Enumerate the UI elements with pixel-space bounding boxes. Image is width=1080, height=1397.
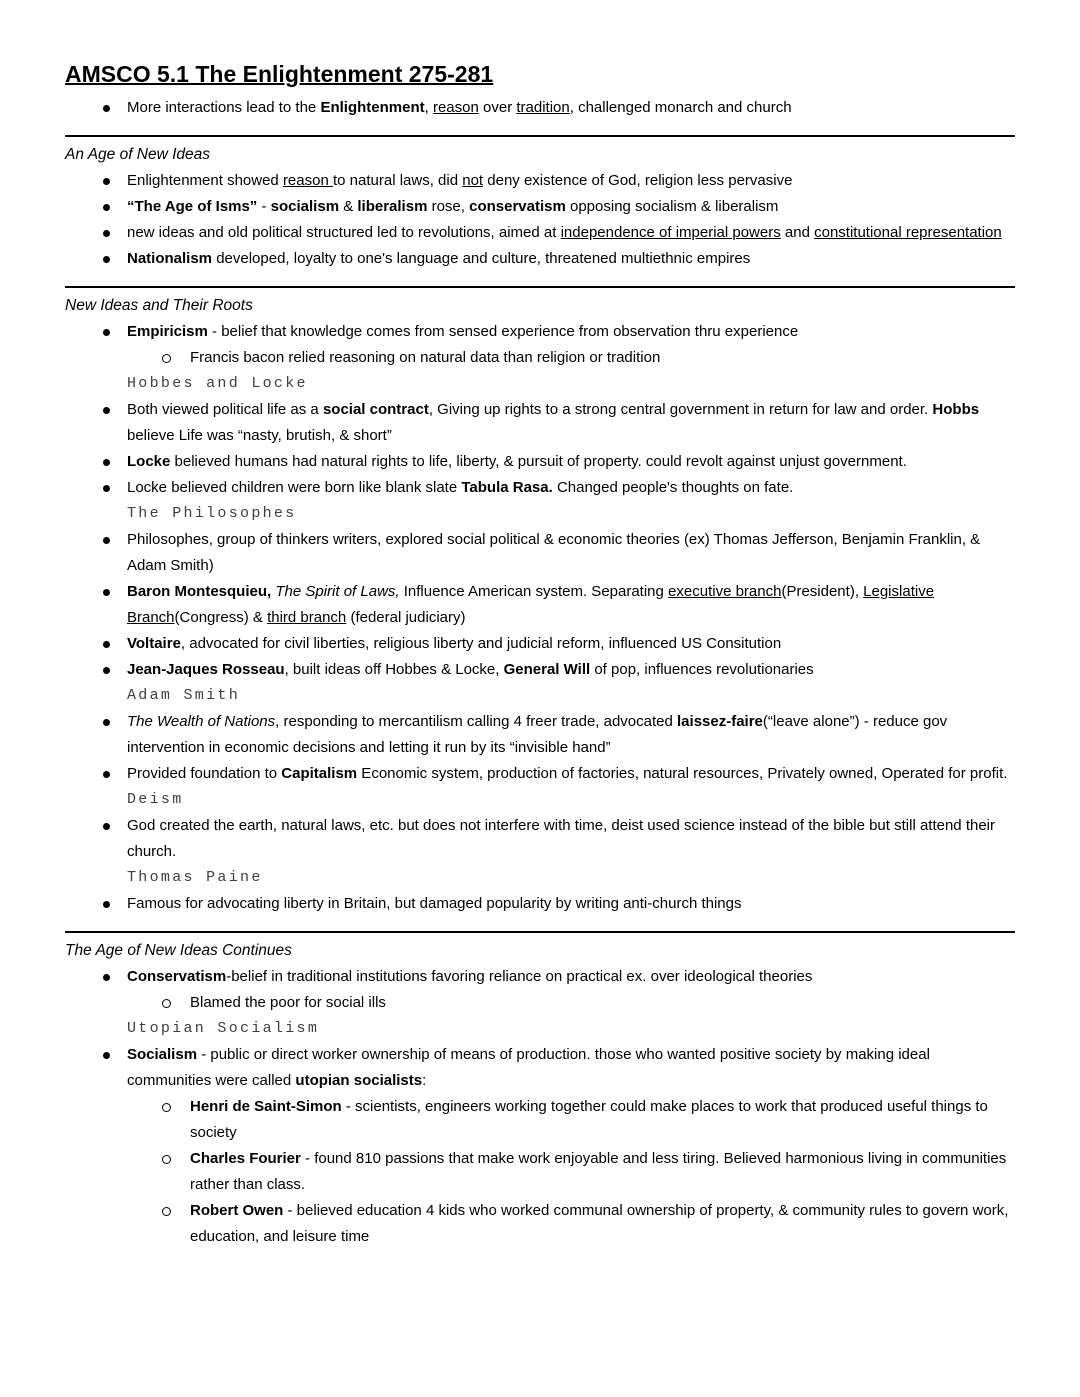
text-run: Influence American system. Separating: [399, 583, 669, 600]
text-run: Robert Owen: [190, 1202, 284, 1219]
bullet-item: [65, 319, 1015, 345]
text-run: reason: [432, 99, 479, 116]
section-divider: [65, 135, 1015, 137]
disc-bullet-icon: [103, 537, 110, 544]
text-run: opposing socialism & liberalism: [565, 198, 779, 215]
bullet-item: [65, 449, 1015, 475]
bullet-text: [127, 713, 947, 756]
sub-bullet-item: [65, 1198, 1015, 1250]
text-run: Both viewed political life as a: [127, 401, 323, 418]
text-run: Jean-Jaques Rosseau: [127, 661, 285, 678]
text-run: and: [780, 224, 815, 241]
text-run: -belief in traditional institutions favoring reliance on practical ex. over ideological theories: [226, 968, 813, 985]
disc-bullet-icon: [103, 105, 110, 112]
text-run: Changed people's thoughts on fate.: [552, 479, 794, 496]
text-run: constitutional representation: [814, 224, 1002, 241]
text-run: :: [422, 1072, 427, 1089]
text-run: , Giving up rights to a strong central government in return for law and order.: [428, 401, 933, 418]
disc-bullet-icon: [103, 485, 110, 492]
text-run: General Will: [503, 661, 591, 678]
section-divider: [65, 286, 1015, 288]
mono-label: Deism: [127, 791, 184, 808]
text-run: The Wealth of Nations: [127, 713, 276, 730]
text-run: - scientists, engineers working together could make places to work that produced useful things to society: [190, 1098, 988, 1141]
bullet-item: [65, 761, 1015, 787]
text-run: believed humans had natural rights to life, liberty, & pursuit of property. could revolt against unjust government.: [170, 453, 907, 470]
text-run: socialism: [270, 198, 340, 215]
bullet-item: [65, 891, 1015, 917]
bullet-text: [127, 224, 1002, 241]
mono-label: Hobbes and Locke: [127, 375, 308, 392]
disc-bullet-icon: [103, 719, 110, 726]
text-run: third branch: [267, 609, 347, 626]
bullet-item: [65, 813, 1015, 865]
text-run: liberalism: [357, 198, 428, 215]
text-run: independence of imperial powers: [560, 224, 781, 241]
text-run: Economic system, production of factories, natural resources, Privately owned, Operated for profit.: [357, 765, 1008, 782]
text-run: reason: [282, 172, 333, 189]
bullet-text: [127, 531, 980, 574]
sub-bullet-item: [65, 1094, 1015, 1146]
text-run: tradition: [516, 99, 570, 116]
text-run: deny existence of God, religion less pervasive: [483, 172, 793, 189]
bullet-item: [65, 95, 1015, 121]
bullet-item: [65, 964, 1015, 990]
text-run: Legislative Branch: [127, 583, 935, 626]
circle-bullet-icon: [162, 999, 171, 1008]
circle-bullet-icon: [162, 1155, 171, 1164]
text-run: -: [257, 198, 271, 215]
sub-bullet-item: [65, 345, 1015, 371]
disc-bullet-icon: [103, 641, 110, 648]
bullet-text: [190, 1150, 1006, 1193]
mono-label: Thomas Paine: [127, 869, 263, 886]
section-heading: New Ideas and Their Roots: [65, 297, 253, 314]
bullet-text: [190, 994, 386, 1011]
text-run: Nationalism: [127, 250, 213, 267]
text-run: executive branch: [668, 583, 782, 600]
bullet-item: [65, 397, 1015, 449]
text-run: Famous for advocating liberty in Britain, but damaged popularity by writing anti-church things: [127, 895, 742, 912]
text-run: developed, loyalty to one's language and culture, threatened multiethnic empires: [212, 250, 751, 267]
bullet-item: [65, 709, 1015, 761]
bullet-item: [65, 631, 1015, 657]
bullet-text: [127, 401, 979, 444]
text-run: Philosophes, group of thinkers writers, explored social political & economic theories (ex) Thomas Jefferson, Benjamin Franklin, & Adam Smith): [127, 531, 981, 574]
text-run: conservatism: [469, 198, 566, 215]
bullet-text: [127, 198, 778, 215]
disc-bullet-icon: [103, 823, 110, 830]
mono-label: Utopian Socialism: [127, 1020, 320, 1037]
bullet-text: [127, 479, 793, 496]
bullet-text: [127, 172, 792, 189]
bullet-text: [127, 99, 792, 116]
text-run: over: [478, 99, 517, 116]
text-run: , built ideas off Hobbes & Locke,: [284, 661, 504, 678]
disc-bullet-icon: [103, 407, 110, 414]
disc-bullet-icon: [103, 459, 110, 466]
bullet-text: [127, 583, 934, 626]
disc-bullet-icon: [103, 230, 110, 237]
document-title: AMSCO 5.1 The Enlightenment 275-281: [65, 61, 494, 87]
bullet-text: [190, 349, 660, 366]
sub-bullet-item: [65, 1146, 1015, 1198]
bullet-item: [65, 579, 1015, 631]
text-run: More interactions lead to the: [127, 99, 321, 116]
bullet-item: [65, 194, 1015, 220]
text-run: Capitalism: [281, 765, 358, 782]
text-run: Baron Montesquieu,: [127, 583, 272, 600]
text-run: , advocated for civil liberties, religious liberty and judicial reform, influenced US Consitution: [180, 635, 782, 652]
bullet-text: [127, 661, 814, 678]
section-divider: [65, 931, 1015, 933]
section-heading: An Age of New Ideas: [65, 146, 211, 163]
disc-bullet-icon: [103, 178, 110, 185]
sub-bullet-item: [65, 990, 1015, 1016]
text-run: social contract: [322, 401, 429, 418]
text-run: - found 810 passions that make work enjoyable and less tiring. Believed harmonious living in communities rather than class.: [190, 1150, 1007, 1193]
bullet-text: [127, 1046, 930, 1089]
disc-bullet-icon: [103, 1052, 110, 1059]
bullet-text: [127, 895, 741, 912]
text-run: Locke: [127, 453, 171, 470]
text-run: , challenged monarch and church: [569, 99, 792, 116]
text-run: (Congress) &: [174, 609, 268, 626]
mono-label: Adam Smith: [127, 687, 241, 704]
text-run: believe Life was “nasty, brutish, & short”: [127, 427, 392, 444]
bullet-text: [127, 765, 1007, 782]
bullet-item: [65, 527, 1015, 579]
bullet-item: [65, 1042, 1015, 1094]
disc-bullet-icon: [103, 589, 110, 596]
circle-bullet-icon: [162, 354, 171, 363]
disc-bullet-icon: [103, 256, 110, 263]
text-run: Blamed the poor for social ills: [190, 994, 386, 1011]
text-run: laissez-faire: [677, 713, 763, 730]
text-run: - believed education 4 kids who worked communal ownership of property, & community rules to govern work, education, and leisure time: [190, 1202, 1009, 1245]
text-run: utopian socialists: [295, 1072, 423, 1089]
mono-label: The Philosophes: [127, 505, 297, 522]
document-body: [65, 95, 1015, 1250]
bullet-text: [127, 968, 812, 985]
circle-bullet-icon: [162, 1207, 171, 1216]
bullet-text: [190, 1098, 988, 1141]
text-run: Locke believed children were born like blank slate: [127, 479, 462, 496]
text-run: - belief that knowledge comes from sensed experience from observation thru experience: [207, 323, 799, 340]
bullet-text: [190, 1202, 1008, 1245]
text-run: Enlightenment: [320, 99, 425, 116]
bullet-text: [127, 323, 798, 340]
disc-bullet-icon: [103, 974, 110, 981]
text-run: (federal judiciary): [346, 609, 466, 626]
text-run: (“leave alone”) - reduce gov intervention in economic decisions and letting it run by its “invisible hand”: [127, 713, 948, 756]
text-run: , responding to mercantilism calling 4 freer trade, advocated: [275, 713, 678, 730]
text-run: not: [462, 172, 484, 189]
text-run: Francis bacon relied reasoning on natural data than religion or tradition: [190, 349, 661, 366]
section-heading: The Age of New Ideas Continues: [65, 942, 292, 959]
bullet-item: [65, 168, 1015, 194]
disc-bullet-icon: [103, 204, 110, 211]
bullet-item: [65, 246, 1015, 272]
text-run: to natural laws, did: [332, 172, 463, 189]
text-run: rose,: [427, 198, 470, 215]
text-run: Hobbs: [932, 401, 980, 418]
bullet-text: [127, 250, 750, 267]
text-run: new ideas and old political structured led to revolutions, aimed at: [127, 224, 561, 241]
text-run: ,: [424, 99, 433, 116]
bullet-text: [127, 453, 907, 470]
bullet-item: [65, 657, 1015, 683]
bullet-item: [65, 475, 1015, 501]
bullet-item: [65, 220, 1015, 246]
text-run: Conservatism: [127, 968, 227, 985]
text-run: Tabula Rasa.: [461, 479, 553, 496]
text-run: God created the earth, natural laws, etc. but does not interfere with time, deist used science instead of the bible but still attend their church.: [127, 817, 995, 860]
text-run: Charles Fourier: [190, 1150, 301, 1167]
bullet-text: [127, 635, 781, 652]
text-run: Henri de Saint-Simon: [190, 1098, 342, 1115]
disc-bullet-icon: [103, 667, 110, 674]
text-run: &: [339, 198, 358, 215]
text-run: Empiricism: [127, 323, 208, 340]
disc-bullet-icon: [103, 901, 110, 908]
text-run: Socialism: [127, 1046, 198, 1063]
text-run: “The Age of Isms”: [127, 198, 258, 215]
disc-bullet-icon: [103, 329, 110, 336]
text-run: (President),: [781, 583, 864, 600]
text-run: The Spirit of Laws,: [275, 583, 400, 600]
text-run: - public or direct worker ownership of means of production. those who wanted positive society by making ideal communities were called: [127, 1046, 930, 1089]
circle-bullet-icon: [162, 1103, 171, 1112]
text-run: Provided foundation to: [127, 765, 282, 782]
text-run: Enlightenment showed: [127, 172, 283, 189]
text-run: of pop, influences revolutionaries: [590, 661, 814, 678]
text-run: Voltaire: [127, 635, 181, 652]
bullet-text: [127, 817, 995, 860]
disc-bullet-icon: [103, 771, 110, 778]
